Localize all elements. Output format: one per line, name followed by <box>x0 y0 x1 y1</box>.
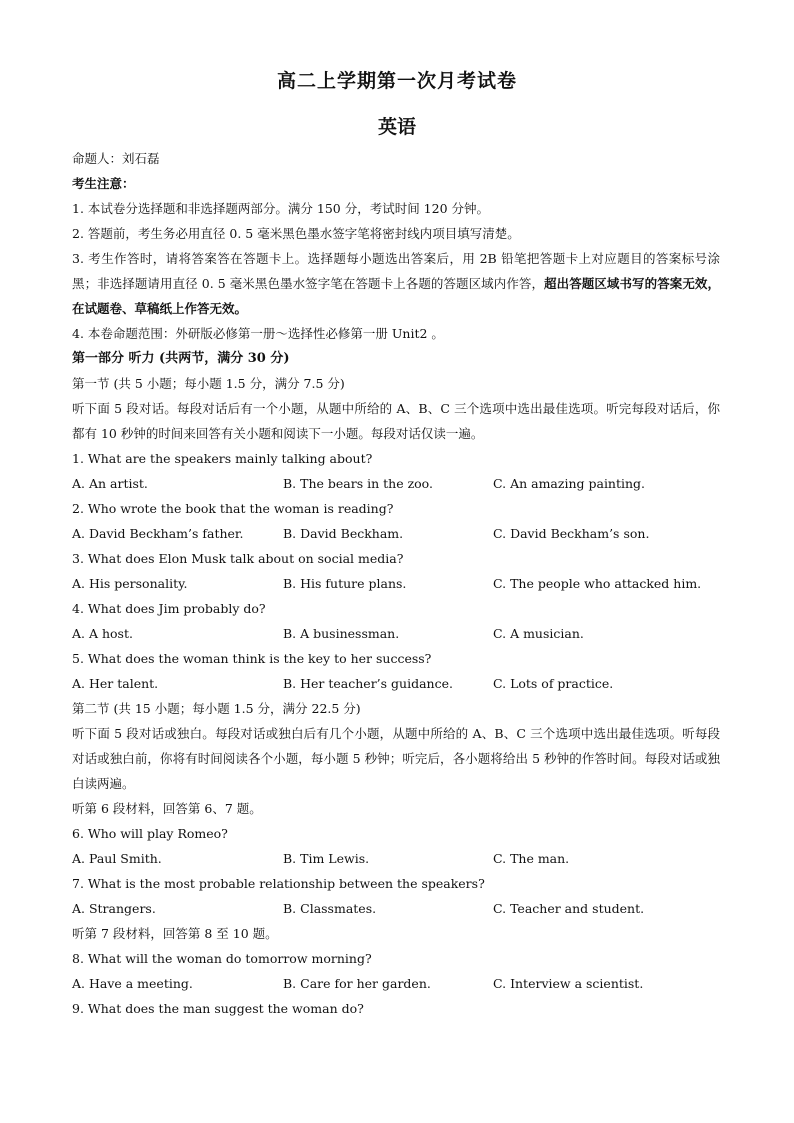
question-2-options <box>72 521 720 546</box>
option-c: C. Teacher and student. <box>493 901 645 916</box>
section2-heading: 第二节 (共 15 小题；每小题 1.5 分，满分 22.5 分) <box>72 701 361 716</box>
question-8-options <box>72 971 720 996</box>
question-7-options <box>72 896 720 921</box>
option-b: B. The bears in the zoo. <box>283 476 433 491</box>
notice-1: 1. 本试卷分选择题和非选择题两部分。满分 150 分，考试时间 120 分钟。 <box>72 201 490 216</box>
author-line: 命题人：刘石磊 <box>72 151 160 166</box>
subject-title: 英语 <box>377 116 416 138</box>
option-a: A. An artist. <box>72 476 148 491</box>
exam-content <box>72 146 720 1021</box>
option-b: B. Classmates. <box>283 901 377 916</box>
notice-heading: 考生注意： <box>72 176 135 191</box>
option-c: C. Interview a scientist. <box>493 976 644 991</box>
question-4-stem: 4. What does Jim probably do? <box>72 601 266 616</box>
question-7-stem: 7. What is the most probable relationship between the speakers? <box>72 876 485 891</box>
option-c: C. The people who attacked him. <box>493 576 702 591</box>
question-3-stem: 3. What does Elon Musk talk about on social media? <box>72 551 404 566</box>
option-a: A. Paul Smith. <box>72 851 162 866</box>
notice-3 <box>72 246 720 321</box>
question-5-options <box>72 671 720 696</box>
part1-heading: 第一部分 听力 (共两节，满分 30 分) <box>72 351 290 366</box>
question-8-stem: 8. What will the woman do tomorrow morning? <box>72 951 372 966</box>
option-b: B. David Beckham. <box>283 526 404 541</box>
option-c: C. Lots of practice. <box>493 676 614 691</box>
section2-instructions: 听下面 5 段对话或独白。每段对话或独白后有几个小题，从题中所给的 A、B、C 三个选项中选出最佳选项。听每段对话或独白前，你将有时间阅读各个小题，每小题 5 秒钟；听完后，各小题将给出 5 秒钟的作答时间。每段对话或独白读两遍。 <box>72 726 720 791</box>
option-b: B. Her teacher’s guidance. <box>283 676 453 691</box>
option-c: C. David Beckham’s son. <box>493 526 650 541</box>
question-6-stem: 6. Who will play Romeo? <box>72 826 228 841</box>
material-6-note: 听第 6 段材料，回答第 6、7 题。 <box>72 801 262 816</box>
question-2-stem: 2. Who wrote the book that the woman is reading? <box>72 501 394 516</box>
notice-2: 2. 答题前，考生务必用直径 0. 5 毫米黑色墨水签字笔将密封线内项目填写清楚。 <box>72 226 520 241</box>
material-7-note: 听第 7 段材料，回答第 8 至 10 题。 <box>72 926 278 941</box>
option-a: A. Have a meeting. <box>72 976 193 991</box>
question-9-stem: 9. What does the man suggest the woman do? <box>72 1001 364 1016</box>
notice-4: 4. 本卷命题范围：外研版必修第一册～选择性必修第一册 Unit2 。 <box>72 326 444 341</box>
question-6-options <box>72 846 720 871</box>
section1-instructions: 听下面 5 段对话。每段对话后有一个小题，从题中所给的 A、B、C 三个选项中选出最佳选项。听完每段对话后，你都有 10 秒钟的时间来回答有关小题和阅读下一小题。每段对话仅读一遍。 <box>72 401 720 441</box>
question-1-options <box>72 471 720 496</box>
option-b: B. His future plans. <box>283 576 407 591</box>
question-5-stem: 5. What does the woman think is the key to her success? <box>72 651 432 666</box>
option-c: C. A musician. <box>493 626 584 641</box>
question-4-options <box>72 621 720 646</box>
question-1-stem: 1. What are the speakers mainly talking about? <box>72 451 373 466</box>
option-c: C. The man. <box>493 851 570 866</box>
option-a: A. Her talent. <box>72 676 159 691</box>
option-c: C. An amazing painting. <box>493 476 646 491</box>
option-a: A. Strangers. <box>72 901 156 916</box>
option-a: A. His personality. <box>72 576 188 591</box>
option-a: A. A host. <box>72 626 133 641</box>
option-a: A. David Beckham’s father. <box>72 526 244 541</box>
question-3-options <box>72 571 720 596</box>
section1-heading: 第一节 (共 5 小题；每小题 1.5 分，满分 7.5 分) <box>72 376 345 391</box>
notice-3-bold: 超出答题区域书写的答案无效，在试题卷、草稿纸上作答无效。 <box>72 276 720 316</box>
option-b: B. Care for her garden. <box>283 976 431 991</box>
option-b: B. A businessman. <box>283 626 400 641</box>
page-title: 高二上学期第一次月考试卷 <box>276 70 517 92</box>
notice-3-text: 3. 考生作答时，请将答案答在答题卡上。选择题每小题选出答案后，用 2B 铅笔把答题卡上对应题目的答案标号涂黑；非选择题请用直径 0. 5 毫米黑色墨水签字笔在答题卡上各题的答题区域内作答， <box>72 251 720 291</box>
option-b: B. Tim Lewis. <box>283 851 370 866</box>
